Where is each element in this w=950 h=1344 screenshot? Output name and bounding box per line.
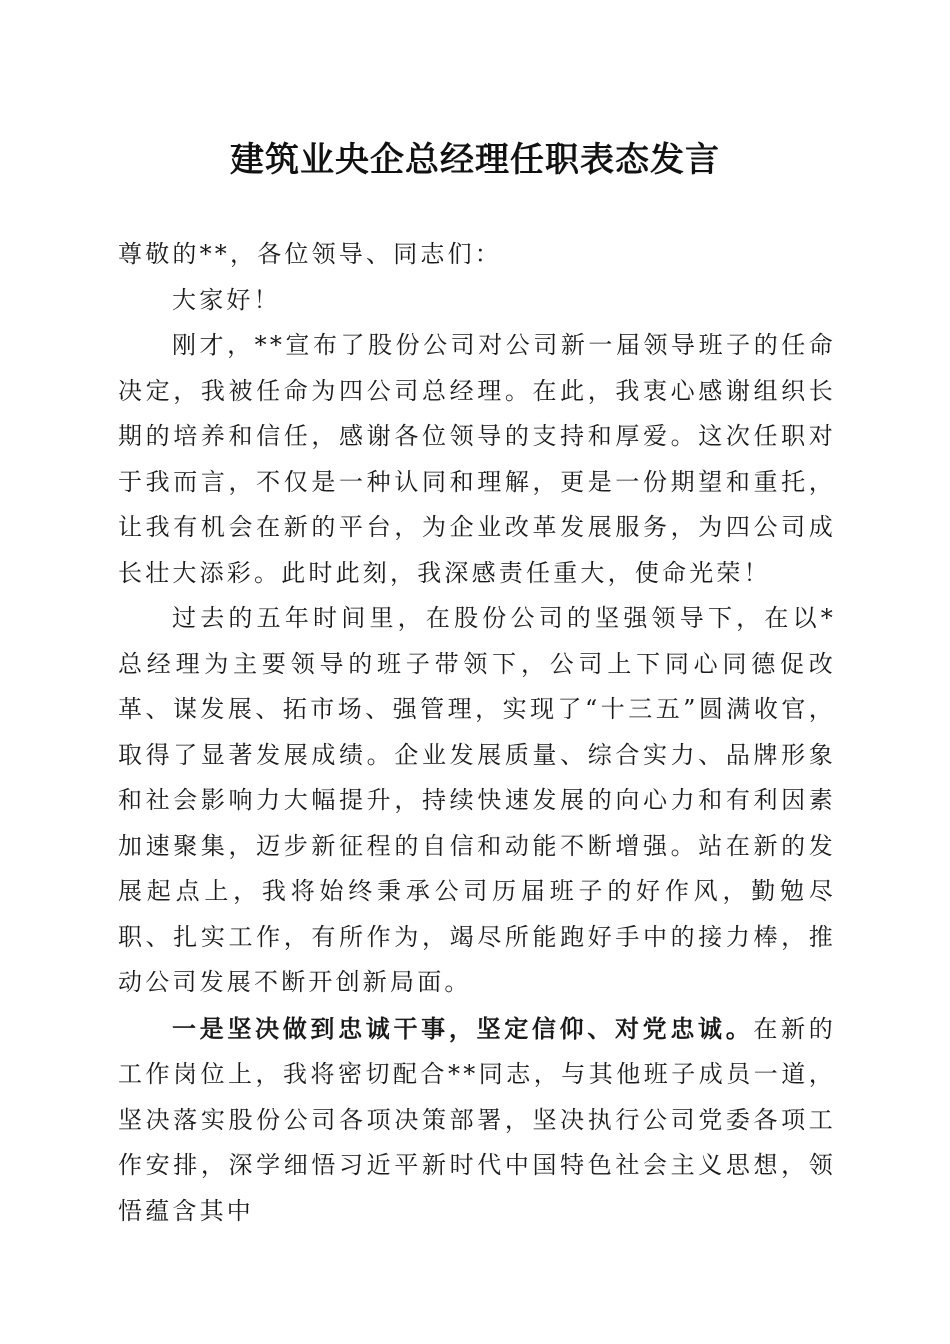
- greeting: 大家好！: [172, 285, 281, 314]
- commitment-one-heading: 一是坚决做到忠诚干事，坚定信仰、对党忠诚。: [172, 1013, 754, 1043]
- salutation: 尊敬的**，各位领导、同志们：: [118, 240, 502, 268]
- document-title: 建筑业央企总经理任职表态发言: [230, 140, 720, 180]
- paragraph-commitment-one: [118, 1006, 836, 1235]
- commitment-one-text: 在新的工作岗位上，我将密切配合**同志，与其他班子成员一道，坚决落实股份公司各项决策部署，坚决执行公司党委各项工作安排，深学细悟习近平新时代中国特色社会主义思想，领悟蕴含其中: [118, 1014, 836, 1225]
- paragraph-review: 过去的五年时间里，在股份公司的坚强领导下，在以*总经理为主要领导的班子带领下，公司上下同心同德促改革、谋发展、拓市场、强管理，实现了“十三五”圆满收官，取得了显著发展成绩。企业发展质量、综合实力、品牌形象和社会影响力大幅提升，持续快速发展的向心力和有利因素加速聚集，迈步新征程的自信和动能不断增强。站在新的发展起点上，我将始终秉承公司历届班子的好作风，勤勉尽职、扎实工作，有所作为，竭尽所能跑好手中的接力棒，推动公司发展不断开创新局面。: [118, 604, 836, 996]
- paragraph-appointment: 刚才，**宣布了股份公司对公司新一届领导班子的任命决定，我被任命为四公司总经理。在此，我衷心感谢组织长期的培养和信任，感谢各位领导的支持和厚爱。这次任职对于我而言，不仅是一种认同和理解，更是一份期望和重托，让我有机会在新的平台，为企业改革发展服务，为四公司成长壮大添彩。此时此刻，我深感责任重大，使命光荣！: [118, 331, 836, 587]
- document-body: [118, 232, 836, 1234]
